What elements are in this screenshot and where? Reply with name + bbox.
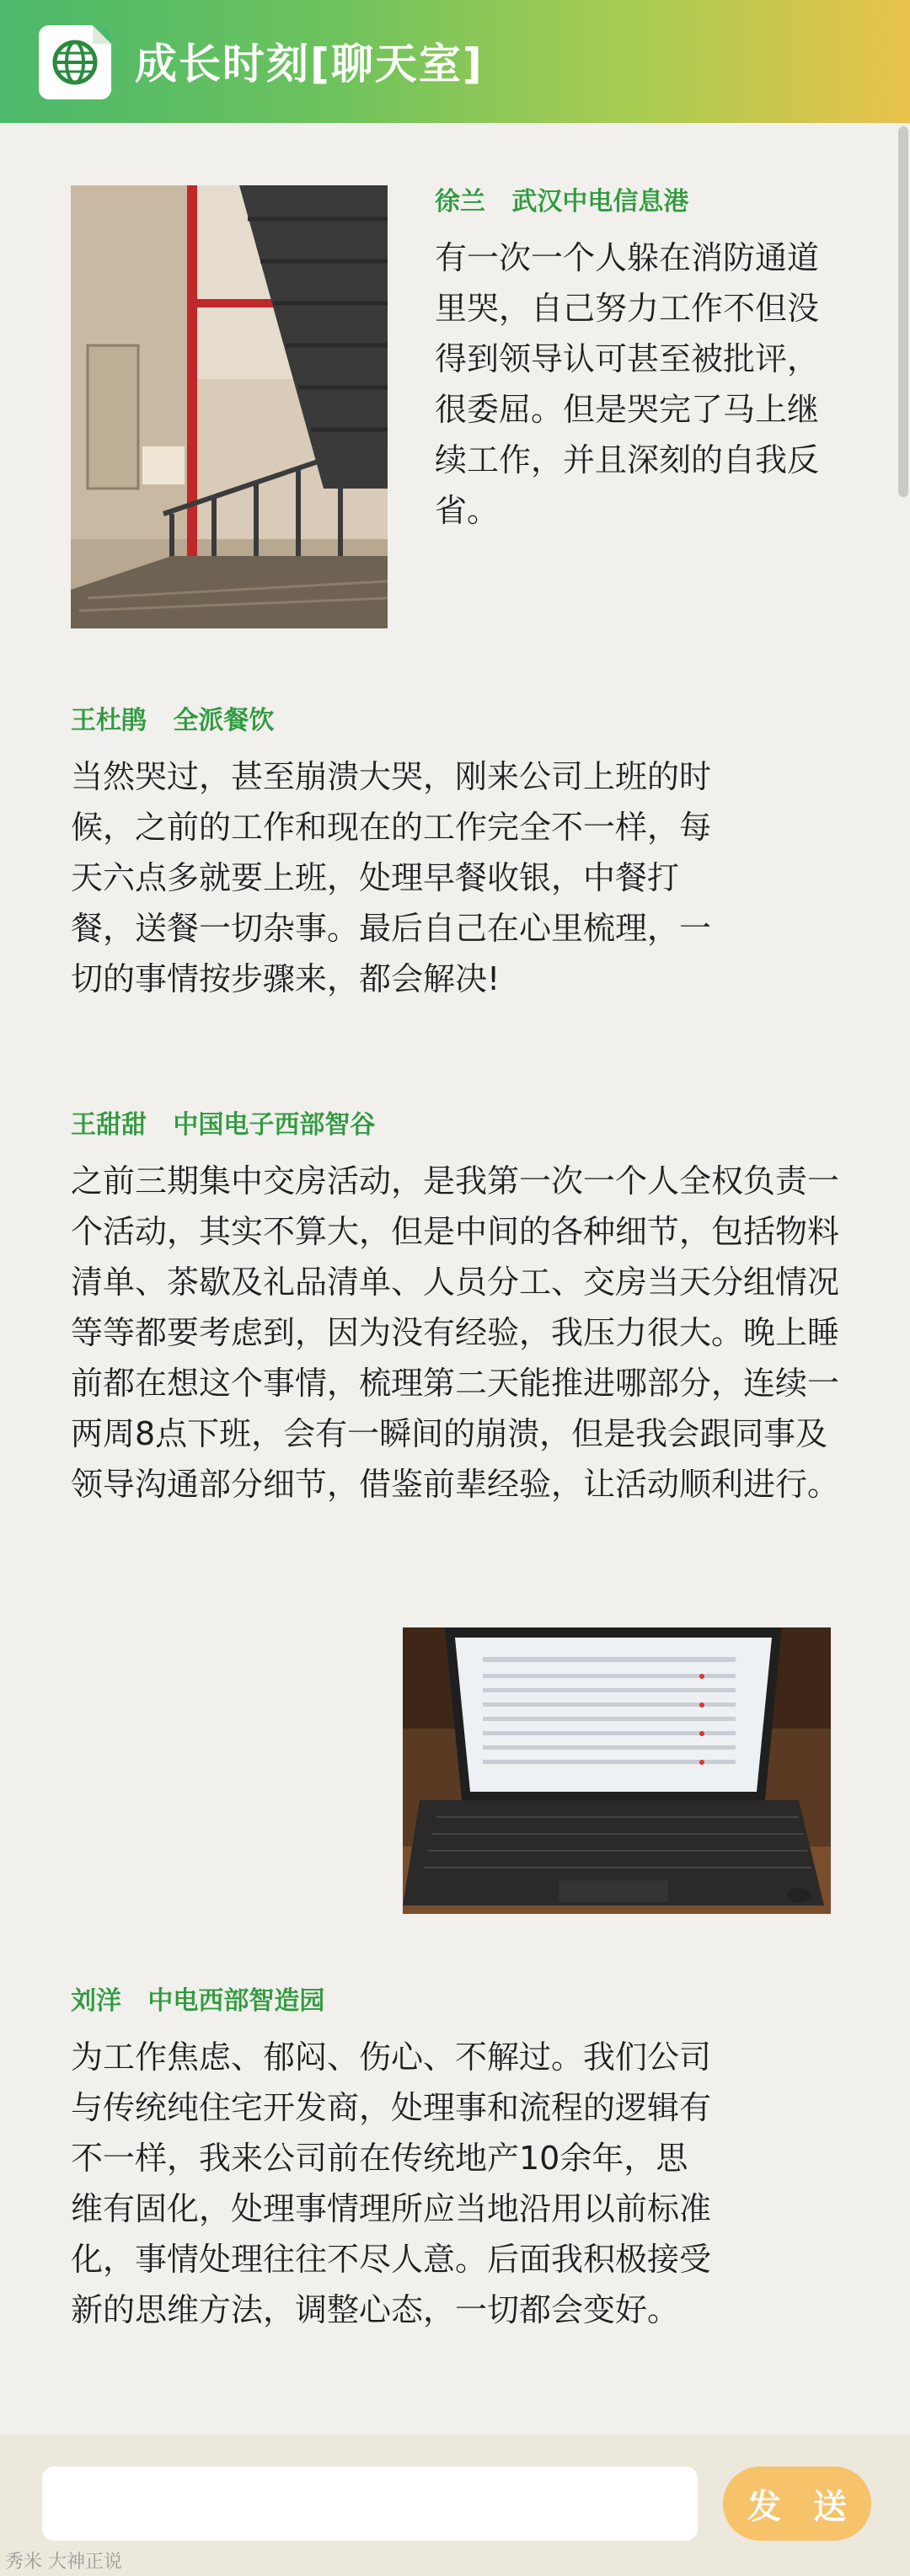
- entry-text: 之前三期集中交房活动，是我第一次一个人全权负责一个活动，其实不算大，但是中间的各种细节，包括物料清单、茶歇及礼品清单、人员分工、交房当天分组情况等等都要考虑到，因为没有经验，我压力很大。晚上睡前都在想这个事情，梳理第二天能推进哪部分，连续一两周8点下班，会有一瞬间的崩溃，但是我会跟同事及领导沟通部分细节，借鉴前辈经验，让活动顺利进行。: [71, 1162, 840, 1503]
- watermark: 秀米 大神正说: [5, 2552, 122, 2573]
- entry-text: 有一次一个人躲在消防通道里哭，自己努力工作不但没得到领导认可甚至被批评，很委屈。但是哭完了马上继续工作，并且深刻的自我反省。: [435, 239, 820, 529]
- globe-icon: [39, 25, 111, 99]
- entry-author: 徐兰 武汉中电信息港: [435, 187, 689, 216]
- scrollbar-thumb[interactable]: [898, 126, 908, 497]
- stairwell-photo: [71, 185, 388, 628]
- send-button[interactable]: 发 送: [723, 2466, 871, 2541]
- entry-text: 为工作焦虑、郁闷、伤心、不解过。我们公司与传统纯住宅开发商，处理事和流程的逻辑有不一样，我来公司前在传统地产10余年，思维有固化，处理事情理所应当地沿用以前标准化，事情处理往往不尽人意。后面我积极接受新的思维方法，调整心态，一切都会变好。: [71, 2039, 712, 2328]
- laptop-photo: [403, 1627, 831, 1914]
- entry-text: 当然哭过，甚至崩溃大哭，刚来公司上班的时候，之前的工作和现在的工作完全不一样，每天六点多就要上班，处理早餐收银，中餐打餐，送餐一切杂事。最后自己在心里梳理，一切的事情按步骤来，都会解决!: [71, 758, 712, 997]
- entry-author: 刘洋 中电西部智造园: [71, 1986, 325, 2016]
- header-bar: [0, 0, 910, 123]
- message-input[interactable]: [42, 2466, 698, 2541]
- entry-author: 王甜甜 中国电子西部智谷: [71, 1110, 376, 1140]
- entry-author: 王杜鹃 全派餐饮: [71, 706, 275, 735]
- page-title: 成长时刻[聊天室]: [135, 40, 484, 88]
